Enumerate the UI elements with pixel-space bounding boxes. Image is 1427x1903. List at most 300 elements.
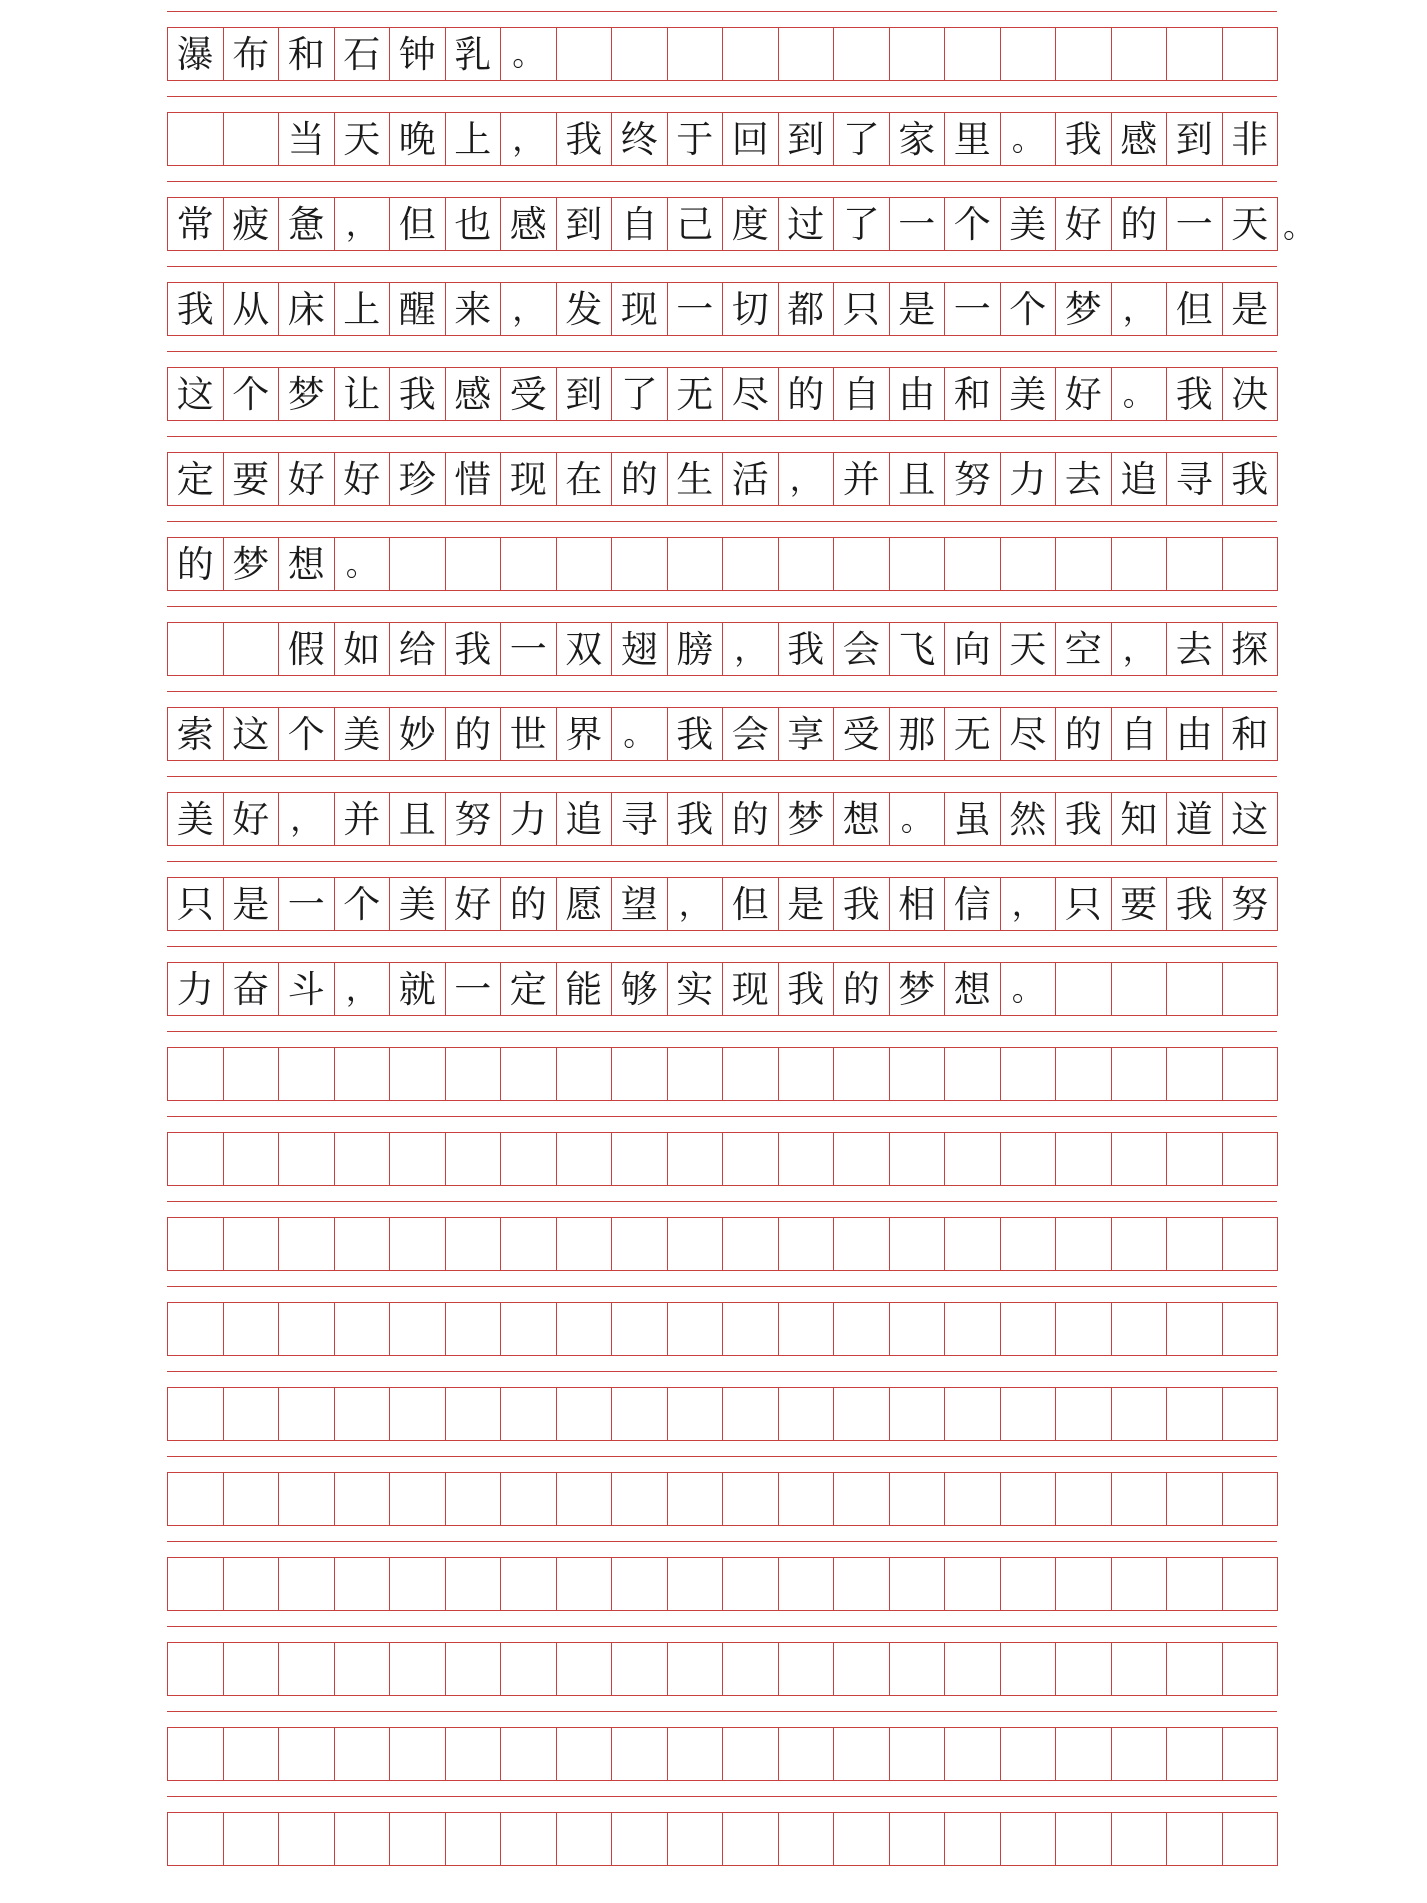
grid-cell bbox=[445, 1557, 502, 1611]
grid-cell bbox=[1111, 1557, 1168, 1611]
grid-cell: 望 bbox=[611, 877, 668, 931]
grid-cell bbox=[1111, 1472, 1168, 1526]
grid-cell: 自 bbox=[833, 367, 890, 421]
grid-row bbox=[167, 197, 1277, 251]
grid-cell: 是 bbox=[889, 282, 946, 336]
grid-cell bbox=[833, 1132, 890, 1186]
grid-cell bbox=[1111, 1047, 1168, 1101]
grid-cell: 回 bbox=[722, 112, 779, 166]
grid-cell bbox=[223, 1557, 280, 1611]
grid-cell: 感 bbox=[500, 197, 557, 251]
grid-cell bbox=[667, 27, 724, 81]
grid-cell bbox=[500, 1472, 557, 1526]
grid-cell bbox=[167, 1557, 224, 1611]
grid-cell bbox=[445, 1472, 502, 1526]
grid-cell: 给 bbox=[389, 622, 446, 676]
grid-cell bbox=[556, 1812, 613, 1866]
grid-cell bbox=[611, 1217, 668, 1271]
grid-cell: 只 bbox=[833, 282, 890, 336]
grid-cell bbox=[722, 1387, 779, 1441]
row-separator-line bbox=[167, 1711, 1277, 1712]
grid-cell: 探 bbox=[1222, 622, 1279, 676]
grid-cell: 我 bbox=[833, 877, 890, 931]
grid-cell bbox=[167, 1387, 224, 1441]
grid-cell: 和 bbox=[278, 27, 335, 81]
grid-cell bbox=[611, 1642, 668, 1696]
grid-cell bbox=[167, 622, 224, 676]
grid-cell: 终 bbox=[611, 112, 668, 166]
grid-row bbox=[167, 707, 1277, 761]
grid-cell bbox=[167, 1812, 224, 1866]
grid-cell bbox=[1055, 1132, 1112, 1186]
grid-cell bbox=[611, 1557, 668, 1611]
grid-cell: 到 bbox=[556, 367, 613, 421]
grid-cell: 好 bbox=[1055, 197, 1112, 251]
grid-cell: 追 bbox=[1111, 452, 1168, 506]
grid-cell: 无 bbox=[667, 367, 724, 421]
grid-cell bbox=[833, 1727, 890, 1781]
grid-cell: 寻 bbox=[1166, 452, 1223, 506]
grid-cell: ， bbox=[334, 962, 391, 1016]
grid-cell: 个 bbox=[1000, 282, 1057, 336]
grid-row bbox=[167, 1727, 1277, 1781]
grid-cell: 世 bbox=[500, 707, 557, 761]
grid-cell bbox=[1111, 27, 1168, 81]
grid-cell bbox=[556, 1557, 613, 1611]
margin-punctuation: 。 bbox=[1282, 207, 1315, 245]
grid-cell: 布 bbox=[223, 27, 280, 81]
grid-cell: 让 bbox=[334, 367, 391, 421]
grid-row bbox=[167, 367, 1277, 421]
grid-cell bbox=[1055, 1812, 1112, 1866]
grid-cell: 寻 bbox=[611, 792, 668, 846]
grid-cell bbox=[334, 1727, 391, 1781]
row-separator-line bbox=[167, 946, 1277, 947]
grid-row bbox=[167, 1642, 1277, 1696]
grid-cell bbox=[611, 1132, 668, 1186]
grid-cell bbox=[667, 1047, 724, 1101]
grid-cell bbox=[1222, 537, 1279, 591]
grid-cell bbox=[722, 1047, 779, 1101]
grid-cell: 要 bbox=[1111, 877, 1168, 931]
grid-cell: 好 bbox=[334, 452, 391, 506]
grid-cell bbox=[278, 1812, 335, 1866]
row-separator-line bbox=[167, 266, 1277, 267]
grid-cell bbox=[1111, 1387, 1168, 1441]
grid-cell bbox=[667, 1642, 724, 1696]
row-separator-line bbox=[167, 1116, 1277, 1117]
row-separator-line bbox=[167, 351, 1277, 352]
grid-row bbox=[167, 1047, 1277, 1101]
grid-cell bbox=[556, 1472, 613, 1526]
grid-cell: 现 bbox=[500, 452, 557, 506]
grid-cell: 追 bbox=[556, 792, 613, 846]
row-separator-line bbox=[167, 1031, 1277, 1032]
grid-cell bbox=[722, 1217, 779, 1271]
grid-cell bbox=[334, 1302, 391, 1356]
grid-cell: 非 bbox=[1222, 112, 1279, 166]
grid-cell bbox=[778, 1217, 835, 1271]
grid-cell bbox=[1000, 1387, 1057, 1441]
grid-cell bbox=[1166, 1727, 1223, 1781]
grid-cell bbox=[223, 622, 280, 676]
grid-cell: 双 bbox=[556, 622, 613, 676]
grid-cell: 翅 bbox=[611, 622, 668, 676]
grid-cell bbox=[556, 1302, 613, 1356]
grid-cell bbox=[223, 1812, 280, 1866]
grid-cell: 和 bbox=[944, 367, 1001, 421]
grid-cell bbox=[1000, 1472, 1057, 1526]
grid-cell: 珍 bbox=[389, 452, 446, 506]
grid-cell: 来 bbox=[445, 282, 502, 336]
grid-cell: 也 bbox=[445, 197, 502, 251]
grid-cell bbox=[1055, 1557, 1112, 1611]
grid-cell bbox=[778, 1727, 835, 1781]
grid-cell: 力 bbox=[1000, 452, 1057, 506]
grid-cell bbox=[778, 1472, 835, 1526]
grid-cell: 自 bbox=[611, 197, 668, 251]
grid-cell: 好 bbox=[223, 792, 280, 846]
grid-cell bbox=[167, 1132, 224, 1186]
grid-cell bbox=[667, 1727, 724, 1781]
grid-cell bbox=[1055, 1642, 1112, 1696]
grid-cell bbox=[223, 1387, 280, 1441]
grid-cell bbox=[223, 1302, 280, 1356]
grid-cell bbox=[1055, 537, 1112, 591]
grid-cell bbox=[167, 1642, 224, 1696]
grid-cell bbox=[1111, 1132, 1168, 1186]
grid-cell: 尽 bbox=[1000, 707, 1057, 761]
grid-row bbox=[167, 962, 1277, 1016]
grid-cell: 生 bbox=[667, 452, 724, 506]
grid-cell bbox=[1000, 1047, 1057, 1101]
grid-cell: 了 bbox=[833, 112, 890, 166]
row-separator-line bbox=[167, 1456, 1277, 1457]
grid-cell bbox=[334, 1642, 391, 1696]
grid-cell bbox=[445, 1642, 502, 1696]
grid-cell: 我 bbox=[1222, 452, 1279, 506]
grid-cell: 晚 bbox=[389, 112, 446, 166]
grid-cell bbox=[334, 1217, 391, 1271]
grid-cell bbox=[445, 1132, 502, 1186]
grid-cell bbox=[1055, 1727, 1112, 1781]
grid-row bbox=[167, 877, 1277, 931]
grid-cell bbox=[944, 1302, 1001, 1356]
grid-row bbox=[167, 1302, 1277, 1356]
grid-cell: 并 bbox=[833, 452, 890, 506]
grid-cell bbox=[556, 1132, 613, 1186]
grid-cell: 妙 bbox=[389, 707, 446, 761]
grid-row bbox=[167, 792, 1277, 846]
grid-cell bbox=[1055, 1472, 1112, 1526]
grid-cell: 尽 bbox=[722, 367, 779, 421]
grid-cell: 的 bbox=[445, 707, 502, 761]
grid-cell bbox=[778, 1642, 835, 1696]
grid-cell: 会 bbox=[722, 707, 779, 761]
grid-cell: 力 bbox=[500, 792, 557, 846]
grid-cell bbox=[167, 1727, 224, 1781]
grid-cell: 无 bbox=[944, 707, 1001, 761]
grid-cell: 奋 bbox=[223, 962, 280, 1016]
grid-cell: 够 bbox=[611, 962, 668, 1016]
grid-cell: 梦 bbox=[778, 792, 835, 846]
grid-cell bbox=[944, 1387, 1001, 1441]
grid-cell bbox=[722, 537, 779, 591]
grid-cell bbox=[1000, 1302, 1057, 1356]
grid-cell bbox=[944, 1217, 1001, 1271]
grid-cell: 但 bbox=[389, 197, 446, 251]
grid-cell: 床 bbox=[278, 282, 335, 336]
grid-cell: 的 bbox=[611, 452, 668, 506]
grid-cell: 决 bbox=[1222, 367, 1279, 421]
grid-cell bbox=[667, 1812, 724, 1866]
grid-cell bbox=[611, 27, 668, 81]
grid-cell: 的 bbox=[778, 367, 835, 421]
grid-cell: ， bbox=[778, 452, 835, 506]
grid-cell: 飞 bbox=[889, 622, 946, 676]
grid-cell bbox=[500, 1047, 557, 1101]
grid-cell bbox=[445, 537, 502, 591]
grid-cell bbox=[500, 1132, 557, 1186]
grid-cell: 现 bbox=[611, 282, 668, 336]
grid-cell: ， bbox=[722, 622, 779, 676]
grid-cell bbox=[1000, 537, 1057, 591]
grid-row bbox=[167, 1557, 1277, 1611]
grid-cell: 能 bbox=[556, 962, 613, 1016]
grid-cell: 乳 bbox=[445, 27, 502, 81]
grid-cell: 享 bbox=[778, 707, 835, 761]
row-separator-line bbox=[167, 181, 1277, 182]
grid-cell bbox=[334, 1132, 391, 1186]
grid-cell bbox=[278, 1217, 335, 1271]
grid-cell: 好 bbox=[1055, 367, 1112, 421]
grid-cell: 美 bbox=[1000, 367, 1057, 421]
grid-cell bbox=[1222, 27, 1279, 81]
grid-cell bbox=[1222, 1812, 1279, 1866]
grid-cell bbox=[389, 1217, 446, 1271]
grid-cell: 自 bbox=[1111, 707, 1168, 761]
grid-cell: 道 bbox=[1166, 792, 1223, 846]
grid-cell: 只 bbox=[1055, 877, 1112, 931]
grid-cell bbox=[944, 1132, 1001, 1186]
grid-cell bbox=[889, 1387, 946, 1441]
grid-cell: 家 bbox=[889, 112, 946, 166]
grid-cell bbox=[833, 1387, 890, 1441]
row-separator-line bbox=[167, 96, 1277, 97]
grid-cell: 这 bbox=[1222, 792, 1279, 846]
grid-cell: 斗 bbox=[278, 962, 335, 1016]
grid-cell bbox=[1111, 537, 1168, 591]
grid-cell: 钟 bbox=[389, 27, 446, 81]
grid-cell bbox=[944, 1727, 1001, 1781]
grid-cell bbox=[1222, 1217, 1279, 1271]
grid-cell: 且 bbox=[889, 452, 946, 506]
grid-cell bbox=[1166, 1217, 1223, 1271]
grid-cell bbox=[278, 1387, 335, 1441]
grid-cell bbox=[167, 1302, 224, 1356]
grid-cell: 索 bbox=[167, 707, 224, 761]
grid-cell bbox=[1111, 1812, 1168, 1866]
row-separator-line bbox=[167, 436, 1277, 437]
grid-cell bbox=[833, 1217, 890, 1271]
grid-cell: 一 bbox=[889, 197, 946, 251]
grid-row bbox=[167, 1387, 1277, 1441]
grid-cell: 想 bbox=[833, 792, 890, 846]
grid-cell bbox=[1222, 962, 1279, 1016]
grid-cell: ， bbox=[667, 877, 724, 931]
grid-row bbox=[167, 537, 1277, 591]
grid-cell: 会 bbox=[833, 622, 890, 676]
grid-cell: 。 bbox=[1000, 962, 1057, 1016]
grid-cell: 。 bbox=[500, 27, 557, 81]
grid-cell bbox=[778, 1132, 835, 1186]
grid-cell bbox=[1222, 1302, 1279, 1356]
grid-cell bbox=[278, 1557, 335, 1611]
grid-cell bbox=[445, 1217, 502, 1271]
grid-cell: 假 bbox=[278, 622, 335, 676]
grid-cell bbox=[944, 537, 1001, 591]
grid-cell: 一 bbox=[944, 282, 1001, 336]
grid-cell: 相 bbox=[889, 877, 946, 931]
grid-cell bbox=[223, 1132, 280, 1186]
grid-cell: 一 bbox=[500, 622, 557, 676]
grid-cell: 是 bbox=[223, 877, 280, 931]
grid-cell bbox=[556, 1727, 613, 1781]
grid-cell: 但 bbox=[722, 877, 779, 931]
grid-cell: 切 bbox=[722, 282, 779, 336]
grid-cell: 向 bbox=[944, 622, 1001, 676]
grid-cell: 的 bbox=[1055, 707, 1112, 761]
grid-cell: 信 bbox=[944, 877, 1001, 931]
grid-cell bbox=[722, 1642, 779, 1696]
grid-cell bbox=[833, 1472, 890, 1526]
grid-cell bbox=[1000, 1557, 1057, 1611]
grid-cell bbox=[667, 1387, 724, 1441]
grid-cell bbox=[223, 1472, 280, 1526]
grid-cell bbox=[611, 1727, 668, 1781]
grid-cell: 个 bbox=[223, 367, 280, 421]
grid-cell: ， bbox=[334, 197, 391, 251]
grid-cell: 受 bbox=[500, 367, 557, 421]
grid-cell bbox=[556, 1047, 613, 1101]
grid-cell: 活 bbox=[722, 452, 779, 506]
grid-cell bbox=[1000, 1217, 1057, 1271]
grid-cell bbox=[722, 1132, 779, 1186]
grid-cell bbox=[889, 1727, 946, 1781]
grid-cell: 我 bbox=[1055, 792, 1112, 846]
grid-cell: 要 bbox=[223, 452, 280, 506]
grid-cell bbox=[389, 1302, 446, 1356]
grid-cell bbox=[944, 27, 1001, 81]
grid-cell: 石 bbox=[334, 27, 391, 81]
grid-cell bbox=[611, 1472, 668, 1526]
grid-cell bbox=[223, 1047, 280, 1101]
grid-cell bbox=[722, 27, 779, 81]
grid-cell bbox=[667, 1472, 724, 1526]
grid-cell bbox=[889, 1642, 946, 1696]
grid-cell: 由 bbox=[889, 367, 946, 421]
grid-cell bbox=[833, 1812, 890, 1866]
grid-cell bbox=[1000, 1642, 1057, 1696]
grid-cell bbox=[278, 1642, 335, 1696]
grid-cell bbox=[889, 1472, 946, 1526]
grid-cell: 我 bbox=[389, 367, 446, 421]
grid-cell bbox=[1166, 962, 1223, 1016]
grid-cell bbox=[1222, 1047, 1279, 1101]
grid-cell bbox=[167, 112, 224, 166]
grid-cell: 好 bbox=[445, 877, 502, 931]
grid-cell: ， bbox=[500, 112, 557, 166]
grid-cell: 疲 bbox=[223, 197, 280, 251]
grid-cell bbox=[556, 1387, 613, 1441]
grid-cell bbox=[1222, 1642, 1279, 1696]
grid-cell: 。 bbox=[1000, 112, 1057, 166]
grid-cell bbox=[778, 537, 835, 591]
grid-cell bbox=[1222, 1472, 1279, 1526]
grid-cell: 知 bbox=[1111, 792, 1168, 846]
grid-cell bbox=[389, 1387, 446, 1441]
grid-cell: 的 bbox=[500, 877, 557, 931]
grid-cell: 努 bbox=[445, 792, 502, 846]
grid-cell: 努 bbox=[1222, 877, 1279, 931]
grid-cell: 当 bbox=[278, 112, 335, 166]
row-separator-line bbox=[167, 1541, 1277, 1542]
grid-cell: 个 bbox=[334, 877, 391, 931]
grid-cell: 我 bbox=[1166, 367, 1223, 421]
grid-cell bbox=[1166, 1387, 1223, 1441]
grid-cell: 去 bbox=[1166, 622, 1223, 676]
grid-cell: ， bbox=[1111, 282, 1168, 336]
grid-cell: 界 bbox=[556, 707, 613, 761]
grid-cell bbox=[889, 1812, 946, 1866]
grid-cell bbox=[778, 1387, 835, 1441]
grid-cell: 好 bbox=[278, 452, 335, 506]
grid-cell bbox=[1222, 1557, 1279, 1611]
grid-cell: 到 bbox=[778, 112, 835, 166]
row-separator-line bbox=[167, 861, 1277, 862]
grid-cell: 己 bbox=[667, 197, 724, 251]
grid-cell bbox=[944, 1642, 1001, 1696]
row-separator-line bbox=[167, 1286, 1277, 1287]
grid-cell bbox=[944, 1472, 1001, 1526]
grid-cell: 是 bbox=[1222, 282, 1279, 336]
grid-cell bbox=[334, 1387, 391, 1441]
grid-cell bbox=[334, 1472, 391, 1526]
grid-cell bbox=[278, 1727, 335, 1781]
grid-cell bbox=[556, 1642, 613, 1696]
grid-cell: 虽 bbox=[944, 792, 1001, 846]
grid-cell bbox=[667, 537, 724, 591]
grid-cell bbox=[223, 1727, 280, 1781]
grid-row bbox=[167, 27, 1277, 81]
grid-cell: 我 bbox=[1166, 877, 1223, 931]
grid-cell bbox=[1055, 27, 1112, 81]
row-separator-line bbox=[167, 606, 1277, 607]
grid-cell bbox=[611, 1047, 668, 1101]
grid-cell: 就 bbox=[389, 962, 446, 1016]
grid-cell bbox=[500, 1642, 557, 1696]
grid-cell bbox=[1055, 1217, 1112, 1271]
grid-cell bbox=[278, 1302, 335, 1356]
grid-cell: 想 bbox=[278, 537, 335, 591]
grid-cell bbox=[278, 1472, 335, 1526]
grid-cell bbox=[1166, 1132, 1223, 1186]
grid-cell: 定 bbox=[167, 452, 224, 506]
grid-cell: 美 bbox=[389, 877, 446, 931]
grid-cell bbox=[556, 1217, 613, 1271]
grid-cell: 到 bbox=[556, 197, 613, 251]
grid-cell: 的 bbox=[833, 962, 890, 1016]
